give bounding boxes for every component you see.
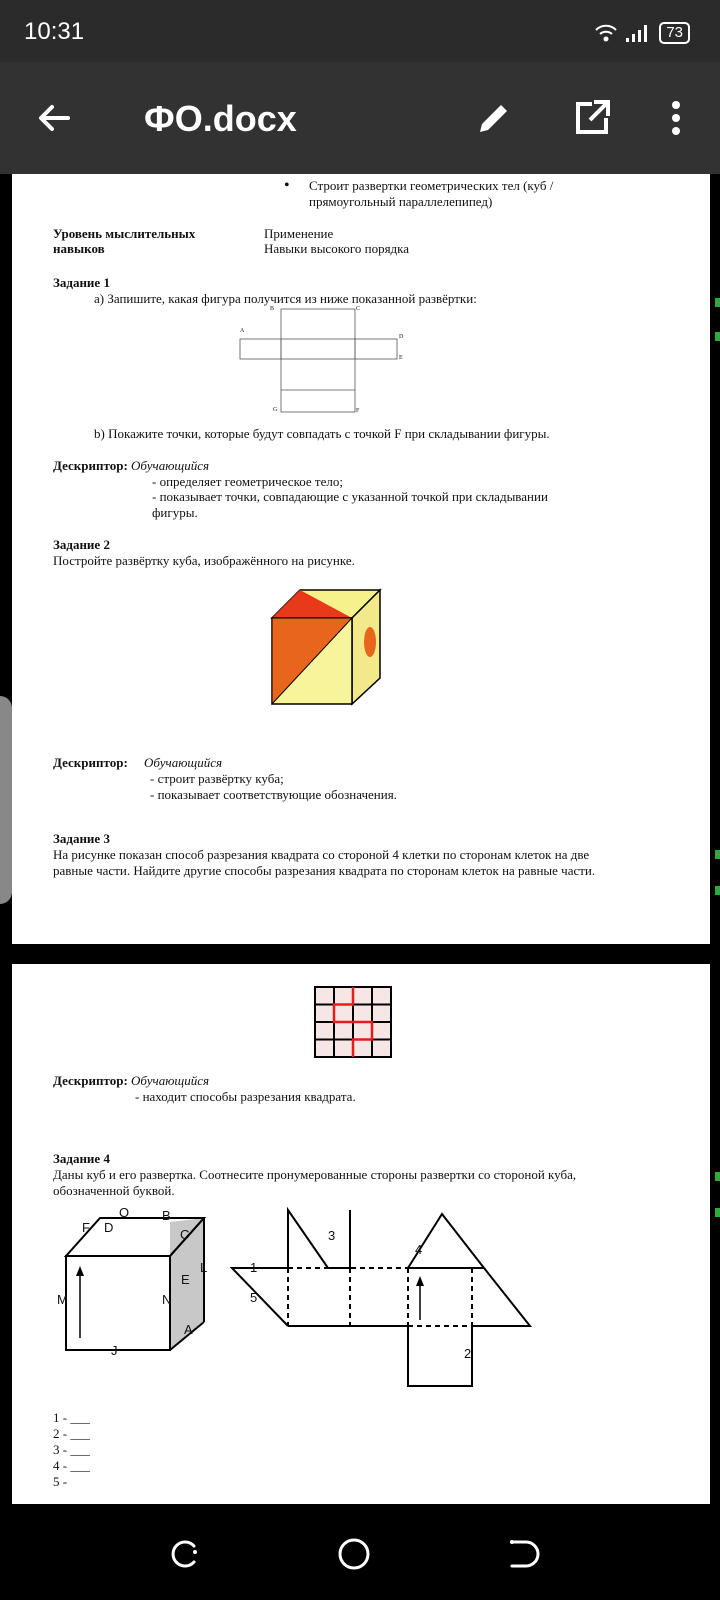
cube-label-f: F (82, 1220, 90, 1235)
more-vertical-icon[interactable] (656, 98, 696, 138)
level-value-1: Применение (264, 226, 334, 241)
desc3-line-1: - находит способы разрезания квадрата. (135, 1089, 356, 1104)
cube-label-j: J (111, 1343, 118, 1358)
net-label-f: F (356, 408, 360, 414)
desc3: Дескриптор: Обучающийся (53, 1073, 210, 1088)
open-external-icon[interactable] (572, 98, 612, 138)
desc1-line-2: - показывает точки, совпадающие с указанной точкой при складывании (152, 489, 548, 504)
answer-line-1[interactable]: 1 - ___ (53, 1410, 90, 1425)
home-icon[interactable] (334, 1534, 374, 1574)
task3-line-2: равные части. Найдите другие способы разрезания квадрата по сторонам клеток на равные части. (53, 863, 596, 878)
net-label-2: 2 (464, 1346, 472, 1361)
app-bar (0, 62, 720, 174)
task1-b: b) Покажите точки, которые будут совпадать с точкой F при складывании фигуры. (94, 426, 550, 441)
net-label-3: 3 (328, 1228, 336, 1243)
net-label-5: 5 (250, 1290, 258, 1305)
desc2-line-1: - строит развёртку куба; (150, 771, 284, 786)
task2-text: Постройте развёртку куба, изображённого на рисунке. (53, 553, 355, 568)
recent-apps-icon[interactable] (164, 1534, 204, 1574)
net-label-1: 1 (250, 1260, 258, 1275)
cube-label-o: O (119, 1205, 130, 1220)
cube-label-l: L (200, 1260, 208, 1275)
desc2: Дескриптор: Обучающийся (53, 755, 223, 770)
margin-mark (715, 1172, 720, 1181)
task4-line-1: Даны куб и его развертка. Соотнесите пронумерованные стороны развертки со стороной куба, (53, 1167, 577, 1182)
bullet-text-cont: прямоугольный параллелепипед) (309, 194, 493, 209)
document-page-2[interactable] (12, 964, 710, 1504)
answer-line-5[interactable]: 5 - (53, 1474, 68, 1489)
level-label-1: Уровень мыслительных (53, 226, 196, 241)
cube-label-e: E (181, 1272, 190, 1287)
document-title: ФО.docx (144, 98, 297, 139)
net-label-g: G (273, 407, 278, 413)
cube-label-m: M (57, 1292, 68, 1307)
level-value-2: Навыки высокого порядка (264, 241, 410, 256)
cube-label-n: N (162, 1292, 172, 1307)
wifi-icon (595, 23, 617, 43)
cube-label-d: D (104, 1220, 114, 1235)
task3-title: Задание 3 (53, 831, 110, 846)
desc2-line-2: - показывает соответствующие обозначения. (150, 787, 397, 802)
task2-title: Задание 2 (53, 537, 110, 552)
margin-mark (715, 1208, 720, 1217)
desc1: Дескриптор: Обучающийся (53, 458, 210, 473)
status-bar (0, 0, 720, 62)
answer-line-2[interactable]: 2 - ___ (53, 1426, 90, 1441)
scroll-handle[interactable] (0, 696, 12, 904)
net-label-a: A (240, 328, 245, 334)
margin-mark (715, 298, 720, 307)
task2-cube-figure (264, 586, 394, 710)
level-label-2: навыков (53, 241, 105, 256)
document-page-1[interactable]: • Строит развертки геометрических тел (куб / прямоугольный параллелепипед) Уровень мыслительных навыков Применение Навыки высокого порядка Задание 1 a) Запишите, какая фигура получится из ниже показанной развёртки: B C A D E G F b) Покажите точки, которые будут совпадать с точкой F при складывании фигуры. Дескриптор: Обучающийся - определяет геометрическое тело; - показывает точки, совпадающие с указанной точкой при складывании фигуры. Задание 2 Постройте развёртку куба, изображённого на рисунке. Дескриптор: Обучающийся - строит развёртку куба; - показывает соответствующие обозначения. Задание 3 На рисунке показан способ разрезания квадрата со стороной 4 клетки по сторонам клеток на две равные части. Найдите другие способы разрезания квадрата по сторонам клеток на равные части. (12, 174, 710, 944)
pencil-icon[interactable] (474, 98, 514, 138)
net-label-e: E (399, 355, 403, 361)
task4-cube-figure (50, 1200, 220, 1370)
task3-grid-figure (314, 986, 394, 1060)
status-icons (595, 20, 690, 46)
cube-label-a: A (184, 1322, 193, 1337)
task1-title: Задание 1 (53, 275, 110, 290)
margin-mark (715, 332, 720, 341)
bullet-text: Строит развертки геометрических тел (куб / (309, 178, 554, 193)
net-label-b: B (270, 306, 275, 312)
answer-line-3[interactable]: 3 - ___ (53, 1442, 90, 1457)
arrow-left-icon[interactable] (34, 98, 74, 138)
cube-label-c: C (180, 1227, 190, 1242)
net-label-c: C (356, 306, 361, 312)
margin-mark (715, 850, 720, 859)
task4-title: Задание 4 (53, 1151, 110, 1166)
signal-icon (625, 23, 651, 43)
navigation-bar (0, 1504, 720, 1600)
net-label-4: 4 (415, 1242, 423, 1257)
status-time: 10:31 (24, 18, 85, 45)
back-icon[interactable] (504, 1534, 544, 1574)
answer-line-4[interactable]: 4 - ___ (53, 1458, 90, 1473)
desc1-line-3: фигуры. (152, 505, 198, 520)
task1-net-figure (232, 302, 412, 420)
margin-mark (715, 886, 720, 895)
task4-net-figure (224, 1204, 544, 1394)
net-label-d: D (399, 334, 404, 340)
cube-label-b: B (162, 1208, 171, 1223)
task4-line-2: обозначенной буквой. (53, 1183, 175, 1198)
task3-line-1: На рисунке показан способ разрезания квадрата со стороной 4 клетки по сторонам клеток на две (53, 847, 590, 862)
desc1-line-1: - определяет геометрическое тело; (152, 474, 343, 489)
task1-a: a) Запишите, какая фигура получится из ниже показанной развёртки: (94, 291, 477, 306)
battery-indicator: 73 (659, 22, 690, 44)
